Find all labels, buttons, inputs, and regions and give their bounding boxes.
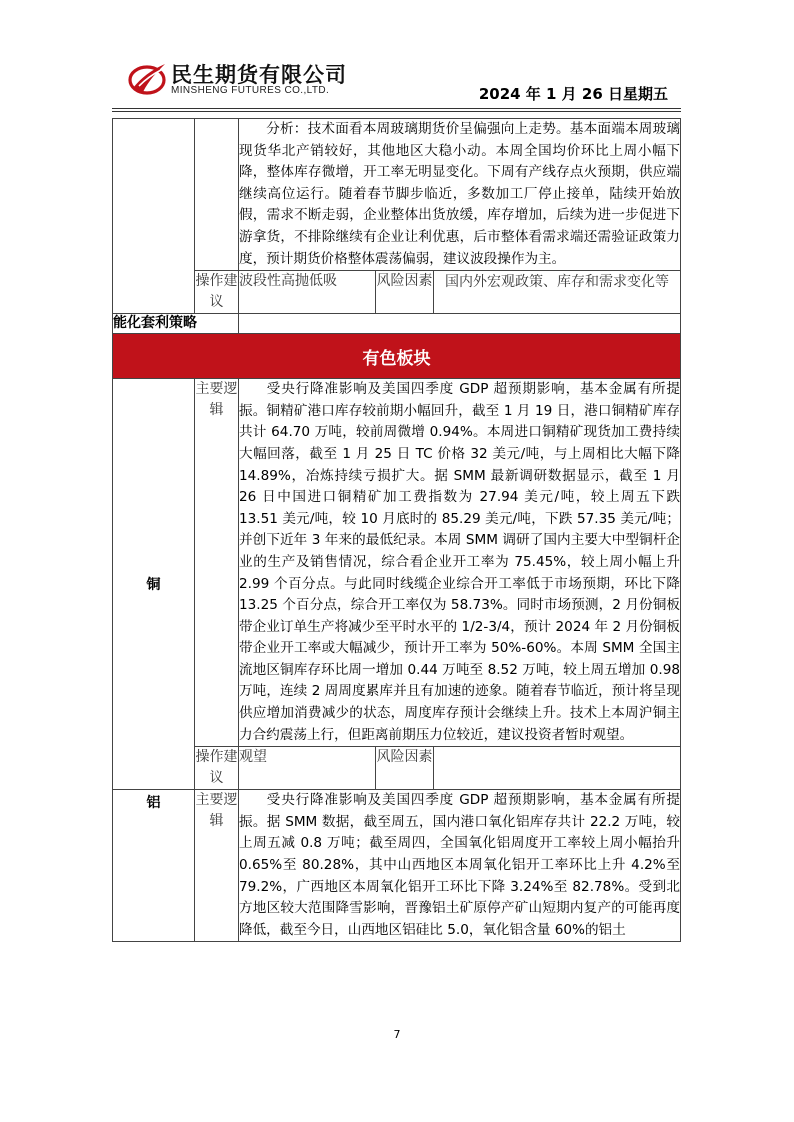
copper-op-label: 操作建议 bbox=[195, 747, 239, 790]
glass-category-cell bbox=[113, 119, 195, 314]
copper-logic-row bbox=[113, 379, 681, 747]
glass-operation-row bbox=[113, 271, 681, 314]
arbitrage-value bbox=[239, 314, 681, 334]
copper-risk-value bbox=[434, 747, 681, 790]
glass-op-label: 操作建议 bbox=[195, 271, 239, 314]
glass-analysis-row bbox=[113, 119, 681, 271]
company-name-cn: 民生期货有限公司 bbox=[171, 63, 347, 87]
glass-analysis-text: 分析：技术面看本周玻璃期货价呈偏强向上走势。基本面端本周玻璃现货华北产销较好，其他地区大稳小动。本周全国均价环比上周小幅下降，整体库存微增，开工率无明显变化。下周有产线存点火预期，供应端继续高位运行。随着春节脚步临近，多数加工厂停止接单，陆续开始放假，需求不断走弱，企业整体出货放缓，库存增加，后续为进一步促进下游拿货，不排除继续有企业让利优惠，后市整体看需求端还需验证政策力度，预计期货价格整体震荡偏弱，建议波段操作为主。 bbox=[239, 121, 680, 267]
copper-category: 铜 bbox=[113, 379, 195, 790]
glass-analysis-cell bbox=[239, 119, 681, 271]
aluminum-logic-cell bbox=[239, 790, 681, 942]
glass-risk-label: 风险因素 bbox=[376, 271, 434, 314]
minsheng-swoosh-logo-icon bbox=[127, 58, 167, 98]
copper-logic-text: 受央行降准影响及美国四季度 GDP 超预期影响，基本金属有所提振。铜精矿港口库存较前期小幅回升，截至 1 月 19 日，港口铜精矿库存共计 64.70 万吨，较前周微增 0.94%。本周进口铜精矿现货加工费持续大幅回落，截至 1 月 25 日 TC 价格 32 美元/吨，与上周相比大幅下降 14.89%，冶炼持续亏损扩大。据 SMM 最新调研数据显示，截至 1 月 26 日中国进口铜精矿加工费指数为 27.94 美元/吨，较上周五下跌 13.51 美元/吨，较 10 月底时的 85.29 美元/吨，下跌 57.35 美元/吨；并创下近年 3 年来的最低纪录。本周 SMM 调研了国内主要大中型铜杆企业的生产及销售情况，综合看企业开工率为 75.45%，较上周小幅上升 2.99 个百分点。与此同时线缆企业综合开工率低于市场预期，环比下降 13.25 个百分点，综合开工率仅为 58.73%。同时市场预测，2 月份铜板带企业订单生产将减少至平时水平的 1/2-3/4，预计 2024 年 2 月份铜板带企业开工率或大幅减少，预计开工率为 50%-60%。本周 SMM 全国主流地区铜库存环比周一增加 0.44 万吨至 8.52 万吨，较上周五增加 0.98 万吨，连续 2 周周度累库并且有加速的迹象。随着春节临近，预计将呈现供应增加消费减少的状态，周度库存预计会继续上升。技术上本周沪铜主力合约震荡上行，但距离前期压力位较近，建议投资者暂时观望。 bbox=[239, 381, 680, 743]
section-title: 有色板块 bbox=[113, 334, 681, 379]
aluminum-logic-label: 主要逻辑 bbox=[195, 790, 239, 942]
header-rule bbox=[112, 108, 681, 109]
copper-risk-label: 风险因素 bbox=[376, 747, 434, 790]
copper-logic-cell bbox=[239, 379, 681, 747]
arbitrage-row bbox=[113, 314, 681, 334]
copper-operation-row bbox=[113, 747, 681, 790]
glass-risk-value: 国内外宏观政策、库存和需求变化等 bbox=[434, 271, 681, 314]
report-date: 2024 年 1 月 26 日星期五 bbox=[478, 85, 668, 103]
company-name-en: MINSHENG FUTURES CO.,LTD. bbox=[171, 85, 330, 96]
aluminum-logic-text: 受央行降准影响及美国四季度 GDP 超预期影响，基本金属有所提振。据 SMM 数据，截至周五，国内港口氧化铝库存共计 22.2 万吨，较上周五减 0.8 万吨；截至周四，全国氧化铝周度开工率较上周小幅抬升 0.65%至 80.28%，其中山西地区本周氧化铝开工率环比上升 4.2%至 79.2%，广西地区本周氧化铝开工环比下降 3.24%至 82.78%。受到北方地区较大范围降雪影响，晋豫铝土矿原停产矿山短期内复产的可能再度降低，截至今日，山西地区铝硅比 5.0，氧化铝含量 60%的铝土 bbox=[239, 792, 680, 938]
glass-label-cell bbox=[195, 119, 239, 271]
page-number: 7 bbox=[393, 1028, 401, 1041]
section-banner-row bbox=[113, 334, 681, 379]
aluminum-category: 铝 bbox=[113, 790, 195, 942]
aluminum-logic-row bbox=[113, 790, 681, 942]
arbitrage-label: 能化套利策略 bbox=[113, 314, 239, 334]
glass-op-value: 波段性高抛低吸 bbox=[239, 271, 376, 314]
report-table bbox=[112, 118, 681, 942]
copper-op-value: 观望 bbox=[239, 747, 376, 790]
copper-logic-label: 主要逻辑 bbox=[195, 379, 239, 747]
header-rule-2 bbox=[112, 111, 681, 112]
company-logo bbox=[127, 58, 367, 102]
